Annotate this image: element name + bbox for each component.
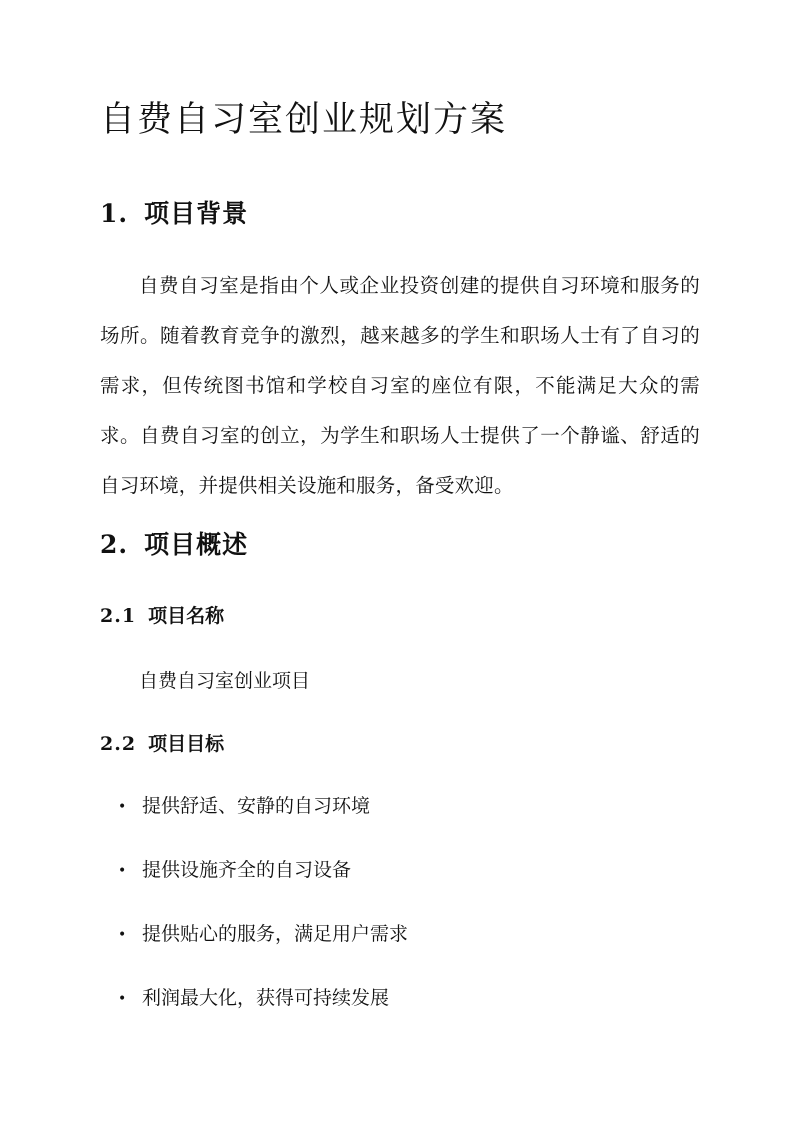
document-title: 自费自习室创业规划方案 (100, 100, 508, 140)
bullet-icon: • (118, 799, 127, 815)
section-heading-overview (100, 527, 248, 563)
subsection-number: 2.2 (100, 733, 137, 755)
section-number: 2. (100, 530, 129, 559)
list-item (118, 791, 408, 855)
list-item (118, 919, 408, 983)
bullet-icon: • (118, 927, 127, 943)
list-item-text: 提供舒适、安静的自习环境 (142, 795, 371, 817)
list-item (118, 983, 408, 1047)
section-title: 项目背景 (144, 199, 249, 228)
project-name-text: 自费自习室创业项目 (139, 670, 311, 692)
list-item-text: 利润最大化，获得可持续发展 (142, 987, 390, 1009)
subsection-number: 2.1 (100, 605, 137, 627)
subsection-heading-project-goals (100, 730, 224, 758)
subsection-title: 项目名称 (148, 605, 225, 627)
bullet-icon: • (118, 991, 127, 1007)
subsection-heading-project-name (100, 602, 224, 630)
section-heading-background (100, 196, 248, 232)
subsection-title: 项目目标 (148, 733, 225, 755)
bullet-icon: • (118, 863, 127, 879)
list-item-text: 提供贴心的服务，满足用户需求 (142, 923, 409, 945)
list-item (118, 855, 408, 919)
list-item-text: 提供设施齐全的自习设备 (142, 859, 352, 881)
project-goals-list (118, 791, 408, 1047)
background-paragraph: 自费自习室是指由个人或企业投资创建的提供自习环境和服务的场所。随着教育竞争的激烈，越来越多的学生和职场人士有了自习的需求，但传统图书馆和学校自习室的座位有限，不能满足大众的需求。自费自习室的创立，为学生和职场人士提供了一个静谧、舒适的自习环境，并提供相关设施和服务，备受欢迎。 (100, 274, 700, 497)
section-number: 1. (100, 199, 129, 228)
section-title: 项目概述 (144, 530, 249, 559)
